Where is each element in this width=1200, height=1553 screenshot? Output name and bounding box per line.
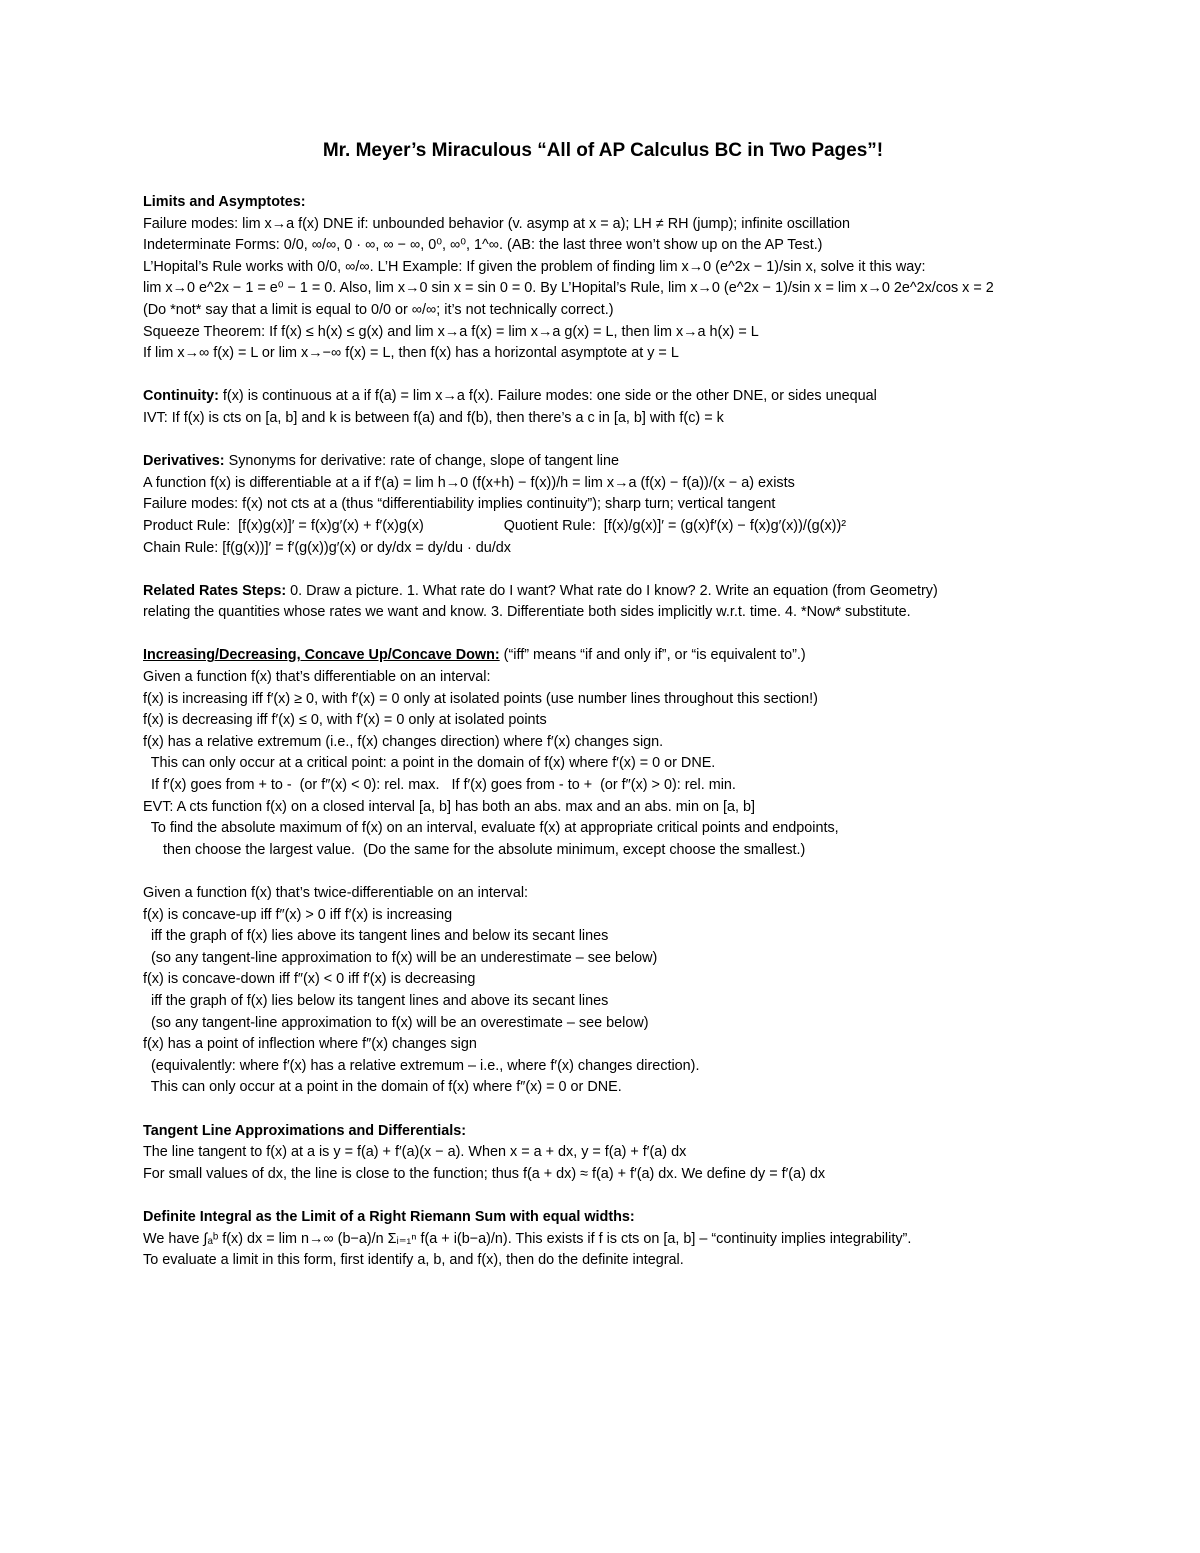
spacer xyxy=(143,1099,1063,1121)
text-line xyxy=(143,861,1063,883)
text-line: (Do *not* say that a limit is equal to 0/0 or ∞/∞; it’s not technically correct.) xyxy=(143,301,614,318)
text-line: f(x) is increasing iff f′(x) ≥ 0, with f′(x) = 0 only at isolated points (use number lines throughout this section!) xyxy=(143,690,818,707)
text-line: (so any tangent-line approximation to f(x) will be an overestimate – see below) xyxy=(143,1014,649,1031)
section-heading: Limits and Asymptotes: xyxy=(143,194,306,210)
section-heading: Related Rates Steps: xyxy=(143,582,287,599)
section-limits xyxy=(143,192,1063,365)
text-line: EVT: A cts function f(x) on a closed interval [a, b] has both an abs. max and an abs. min on [a, b] xyxy=(143,798,755,815)
text-line: We have ∫ₐᵇ f(x) dx = lim n→∞ (b−a)/n Σᵢ₌₁ⁿ f(a + i(b−a)/n). This exists if f is cts on [a, b] – “continuity implies integrability”. xyxy=(143,1230,912,1247)
section-continuity xyxy=(143,386,1063,429)
text-line: The line tangent to f(x) at a is y = f(a) + f′(a)(x − a). When x = a + dx, y = f(a) + f′(a) dx xyxy=(143,1144,687,1161)
text-line: L’Hopital’s Rule works with 0/0, ∞/∞. L’H Example: If given the problem of finding lim x→0 (e^2x − 1)/sin x, solve it this way: xyxy=(143,258,926,275)
text-line: then choose the largest value. (Do the same for the absolute minimum, except choose the smallest.) xyxy=(143,841,806,858)
text-line: IVT: If f(x) is cts on [a, b] and k is between f(a) and f(b), then there’s a c in [a, b] with f(c) = k xyxy=(143,409,724,426)
text-line: Given a function f(x) that’s differentiable on an interval: xyxy=(143,669,491,686)
section-tangent-line xyxy=(143,1121,1063,1186)
section-heading: Tangent Line Approximations and Differentials: xyxy=(143,1122,467,1139)
page-title: Mr. Meyer’s Miraculous “All of AP Calculus BC in Two Pages”! xyxy=(322,140,884,161)
text-line xyxy=(143,451,1063,473)
section-heading: Definite Integral as the Limit of a Right Riemann Sum with equal widths: xyxy=(143,1208,635,1225)
text-run: (“iff” means “if and only if”, or “is equivalent to”.) xyxy=(499,647,806,664)
text-line: (so any tangent-line approximation to f(x) will be an underestimate – see below) xyxy=(143,949,658,966)
text-run: 0. Draw a picture. 1. What rate do I want? What rate do I know? 2. Write an equation (from Geometry) xyxy=(286,582,938,599)
text-line: Squeeze Theorem: If f(x) ≤ h(x) ≤ g(x) and lim x→a f(x) = lim x→a g(x) = L, then lim x→a h(x) = L xyxy=(143,323,759,340)
spacer xyxy=(143,559,1063,581)
text-line: If f′(x) goes from + to - (or f″(x) < 0): rel. max. If f′(x) goes from - to + (or f″(x) > 0): rel. min. xyxy=(143,777,736,794)
text-line xyxy=(143,581,1063,603)
section-derivatives xyxy=(143,451,1063,559)
text-line xyxy=(143,645,1063,667)
section-heading: Increasing/Decreasing, Concave Up/Concave Down: xyxy=(143,647,500,664)
text-line: iff the graph of f(x) lies below its tangent lines and above its secant lines xyxy=(143,992,609,1009)
section-definite-integral xyxy=(143,1207,1063,1272)
spacer xyxy=(143,365,1063,387)
text-line: f(x) is decreasing iff f′(x) ≤ 0, with f′(x) = 0 only at isolated points xyxy=(143,712,547,729)
text-line: If lim x→∞ f(x) = L or lim x→−∞ f(x) = L, then f(x) has a horizontal asymptote at y = L xyxy=(143,345,679,362)
section-heading: Derivatives: xyxy=(143,453,225,470)
text-line xyxy=(143,386,1063,408)
text-line: Failure modes: f(x) not cts at a (thus “differentiability implies continuity”); sharp turn; vertical tangent xyxy=(143,496,776,513)
text-run: Synonyms for derivative: rate of change, slope of tangent line xyxy=(224,453,619,470)
text-line: f(x) is concave-down iff f″(x) < 0 iff f′(x) is decreasing xyxy=(143,971,476,988)
text-line: f(x) has a point of inflection where f″(x) changes sign xyxy=(143,1036,477,1053)
text-line: This can only occur at a point in the domain of f(x) where f″(x) = 0 or DNE. xyxy=(143,1079,622,1096)
text-line: (equivalently: where f′(x) has a relative extremum – i.e., where f′(x) changes direction). xyxy=(143,1057,700,1074)
section-heading: Continuity: xyxy=(143,388,219,405)
document-page xyxy=(143,140,1063,1272)
text-line: Indeterminate Forms: 0/0, ∞/∞, 0 · ∞, ∞ − ∞, 0⁰, ∞⁰, 1^∞. (AB: the last three won’t show up on the AP Test.) xyxy=(143,237,823,254)
text-line: For small values of dx, the line is close to the function; thus f(a + dx) ≈ f(a) + f′(a) dx. We define dy = f′(a) dx xyxy=(143,1165,826,1182)
section-related-rates xyxy=(143,581,1063,624)
text-line: To find the absolute maximum of f(x) on an interval, evaluate f(x) at appropriate critical points and endpoints, xyxy=(143,820,839,837)
section-increasing-decreasing xyxy=(143,645,1063,1098)
spacer xyxy=(143,624,1063,646)
text-run: f(x) is continuous at a if f(a) = lim x→a f(x). Failure modes: one side or the other DNE, or sides unequal xyxy=(218,388,877,405)
spacer xyxy=(143,430,1063,452)
text-line: This can only occur at a critical point: a point in the domain of f(x) where f′(x) = 0 or DNE. xyxy=(143,755,716,772)
text-line: To evaluate a limit in this form, first identify a, b, and f(x), then do the definite integral. xyxy=(143,1252,684,1269)
spacer xyxy=(143,1185,1063,1207)
text-line: f(x) has a relative extremum (i.e., f(x) changes direction) where f′(x) changes sign. xyxy=(143,733,664,750)
text-line: f(x) is concave-up iff f″(x) > 0 iff f′(x) is increasing xyxy=(143,906,453,923)
text-line: lim x→0 e^2x − 1 = e⁰ − 1 = 0. Also, lim x→0 sin x = sin 0 = 0. By L’Hopital’s Rule, lim x→0 (e^2x − 1)/sin x = lim x→0 2e^2x/cos x = 2 xyxy=(143,280,994,297)
text-line: Given a function f(x) that’s twice-differentiable on an interval: xyxy=(143,885,529,901)
text-line: Chain Rule: [f(g(x))]′ = f′(g(x))g′(x) or dy/dx = dy/du · du/dx xyxy=(143,539,511,556)
text-line: A function f(x) is differentiable at a if f′(a) = lim h→0 (f(x+h) − f(x))/h = lim x→a (f(x) − f(a))/(x − a) exists xyxy=(143,474,795,491)
text-line: Failure modes: lim x→a f(x) DNE if: unbounded behavior (v. asymp at x = a); LH ≠ RH (jump); infinite oscillation xyxy=(143,215,851,232)
text-line: relating the quantities whose rates we want and know. 3. Differentiate both sides implicitly w.r.t. time. 4. *Now* substitute. xyxy=(143,604,911,621)
text-line: iff the graph of f(x) lies above its tangent lines and below its secant lines xyxy=(143,928,609,945)
text-line: Product Rule: [f(x)g(x)]′ = f(x)g′(x) + f′(x)g(x) Quotient Rule: [f(x)/g(x)]′ = (g(x)f′(x) − f(x)g′(x))/(g(x))² xyxy=(143,517,847,534)
